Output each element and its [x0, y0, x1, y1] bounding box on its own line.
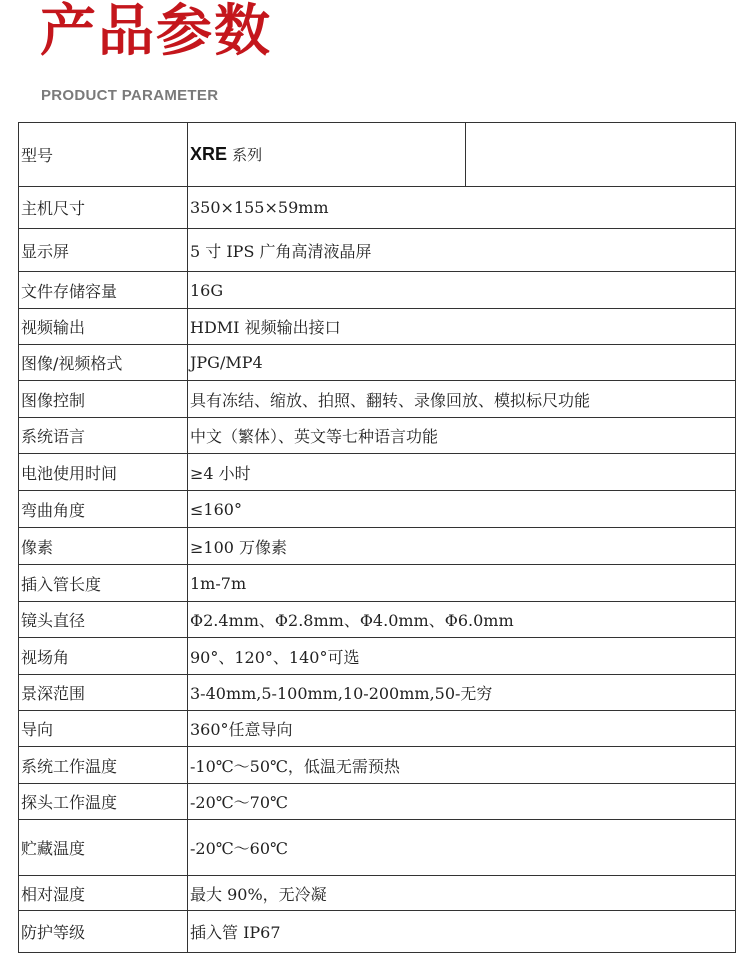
spec-value: 90°、120°、140°可选: [188, 638, 736, 675]
spec-value: ≤160°: [188, 491, 736, 528]
spec-label: 相对湿度: [19, 876, 188, 911]
spec-label: 主机尺寸: [19, 187, 188, 229]
spec-value: 插入管 IP67: [188, 911, 736, 953]
table-row: [19, 381, 736, 418]
table-row: [19, 675, 736, 711]
spec-label: 视场角: [19, 638, 188, 675]
spec-label: 电池使用时间: [19, 454, 188, 491]
table-row: [19, 123, 736, 187]
spec-value: 具有冻结、缩放、拍照、翻转、录像回放、模拟标尺功能: [188, 381, 736, 418]
spec-value: 1m-7m: [188, 565, 736, 602]
spec-label: 像素: [19, 528, 188, 565]
spec-value: 360°任意导向: [188, 711, 736, 747]
spec-value: ≥100 万像素: [188, 528, 736, 565]
spec-label: 插入管长度: [19, 565, 188, 602]
table-row: [19, 528, 736, 565]
table-row: [19, 784, 736, 820]
spec-value: -20℃～60℃: [188, 820, 736, 876]
table-row: [19, 187, 736, 229]
spec-label: 型号: [19, 123, 188, 187]
spec-value: HDMI 视频输出接口: [188, 309, 736, 345]
table-row: [19, 602, 736, 638]
spec-label: 图像控制: [19, 381, 188, 418]
spec-label: 图像/视频格式: [19, 345, 188, 381]
spec-label: 显示屏: [19, 229, 188, 272]
spec-label: 系统工作温度: [19, 747, 188, 784]
spec-value: 350×155×59mm: [188, 187, 736, 229]
spec-table: [18, 122, 736, 953]
table-row: [19, 638, 736, 675]
table-row: [19, 491, 736, 528]
spec-value: Φ2.4mm、Φ2.8mm、Φ4.0mm、Φ6.0mm: [188, 602, 736, 638]
spec-label: 镜头直径: [19, 602, 188, 638]
spec-value-extra: [466, 123, 736, 187]
spec-value: 3-40mm,5-100mm,10-200mm,50-无穷: [188, 675, 736, 711]
table-row: [19, 820, 736, 876]
spec-value: ≥4 小时: [188, 454, 736, 491]
table-row: [19, 229, 736, 272]
spec-label: 导向: [19, 711, 188, 747]
table-row: [19, 454, 736, 491]
table-row: [19, 876, 736, 911]
table-row: [19, 309, 736, 345]
spec-value: 最大 90%，无冷凝: [188, 876, 736, 911]
table-row: [19, 747, 736, 784]
spec-label: 文件存储容量: [19, 272, 188, 309]
spec-label: 视频输出: [19, 309, 188, 345]
spec-value: 16G: [188, 272, 736, 309]
spec-value: 中文（繁体）、英文等七种语言功能: [188, 418, 736, 454]
table-row: [19, 418, 736, 454]
spec-value: 5 寸 IPS 广角高清液晶屏: [188, 229, 736, 272]
table-row: [19, 565, 736, 602]
spec-value: -20℃～70℃: [188, 784, 736, 820]
table-row: [19, 272, 736, 309]
spec-value-model: [188, 123, 466, 187]
table-row: [19, 911, 736, 953]
model-code: XRE: [190, 144, 228, 164]
spec-label: 贮藏温度: [19, 820, 188, 876]
table-row: [19, 345, 736, 381]
table-row: [19, 711, 736, 747]
spec-label: 景深范围: [19, 675, 188, 711]
page-title: 产品参数: [40, 0, 272, 64]
page-subtitle: PRODUCT PARAMETER: [41, 87, 219, 104]
spec-label: 系统语言: [19, 418, 188, 454]
spec-label: 探头工作温度: [19, 784, 188, 820]
spec-label: 弯曲角度: [19, 491, 188, 528]
spec-label: 防护等级: [19, 911, 188, 953]
spec-value: -10℃～50℃，低温无需预热: [188, 747, 736, 784]
model-series: 系列: [232, 146, 263, 164]
spec-value: JPG/MP4: [188, 345, 736, 381]
